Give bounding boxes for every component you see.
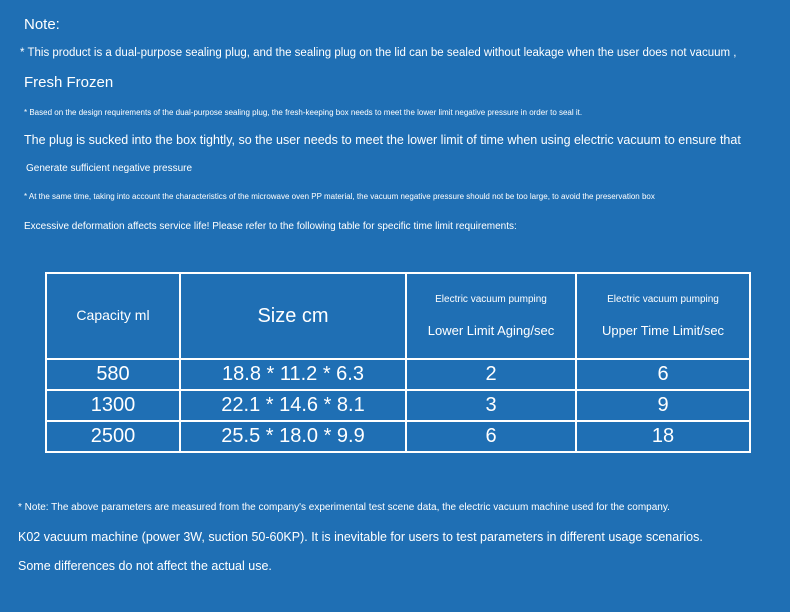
header-lower-caption: Electric vacuum pumping bbox=[435, 294, 547, 305]
time-limit-table bbox=[45, 272, 751, 453]
cell-size: 25.5 * 18.0 * 9.9 bbox=[180, 421, 406, 452]
cell-capacity: 580 bbox=[46, 359, 180, 390]
footer-note-machine: K02 vacuum machine (power 3W, suction 50-60KP). It is inevitable for users to test parameters in different usage scenarios. bbox=[18, 530, 703, 544]
header-upper-caption: Electric vacuum pumping bbox=[607, 294, 719, 305]
table-row bbox=[46, 421, 750, 452]
note-heading: Note: bbox=[24, 16, 60, 33]
note-line-dual-purpose: * This product is a dual-purpose sealing plug, and the sealing plug on the lid can be sealed without leakage when the user does not vacuum , bbox=[20, 47, 737, 59]
table-row bbox=[46, 390, 750, 421]
cell-size: 22.1 * 14.6 * 8.1 bbox=[180, 390, 406, 421]
note-line-negative-pressure: Generate sufficient negative pressure bbox=[26, 163, 193, 174]
cell-upper: 18 bbox=[576, 421, 750, 452]
header-lower-limit bbox=[406, 273, 576, 359]
note-line-plug-sucked: The plug is sucked into the box tightly, so the user needs to meet the lower limit of time when using electric vacuum to ensure that bbox=[24, 133, 741, 147]
cell-lower: 6 bbox=[406, 421, 576, 452]
cell-lower: 2 bbox=[406, 359, 576, 390]
header-size: Size cm bbox=[180, 273, 406, 359]
header-upper-title: Upper Time Limit/sec bbox=[601, 323, 725, 338]
footer-note-differences: Some differences do not affect the actual use. bbox=[18, 559, 272, 573]
header-capacity: Capacity ml bbox=[46, 273, 180, 359]
cell-size: 18.8 * 11.2 * 6.3 bbox=[180, 359, 406, 390]
table-row bbox=[46, 359, 750, 390]
note-line-design-requirements: * Based on the design requirements of the dual-purpose sealing plug, the fresh-keeping box needs to meet the lower limit negative pressure in order to seal it. bbox=[24, 108, 583, 117]
footer-note-parameters: * Note: The above parameters are measured from the company's experimental test scene data, the electric vacuum machine used for the company. bbox=[18, 502, 670, 513]
cell-upper: 6 bbox=[576, 359, 750, 390]
header-lower-title: Lower Limit Aging/sec bbox=[427, 323, 555, 338]
note-line-microwave-pp: * At the same time, taking into account the characteristics of the microwave oven PP material, the vacuum negative pressure should not be too large, to avoid the preservation box bbox=[24, 192, 655, 201]
note-line-fresh-frozen: Fresh Frozen bbox=[24, 74, 114, 91]
cell-upper: 9 bbox=[576, 390, 750, 421]
cell-capacity: 2500 bbox=[46, 421, 180, 452]
table-header-row bbox=[46, 273, 750, 359]
cell-lower: 3 bbox=[406, 390, 576, 421]
cell-capacity: 1300 bbox=[46, 390, 180, 421]
note-line-deformation: Excessive deformation affects service life! Please refer to the following table for specific time limit requirements: bbox=[24, 221, 517, 232]
header-upper-limit bbox=[576, 273, 750, 359]
